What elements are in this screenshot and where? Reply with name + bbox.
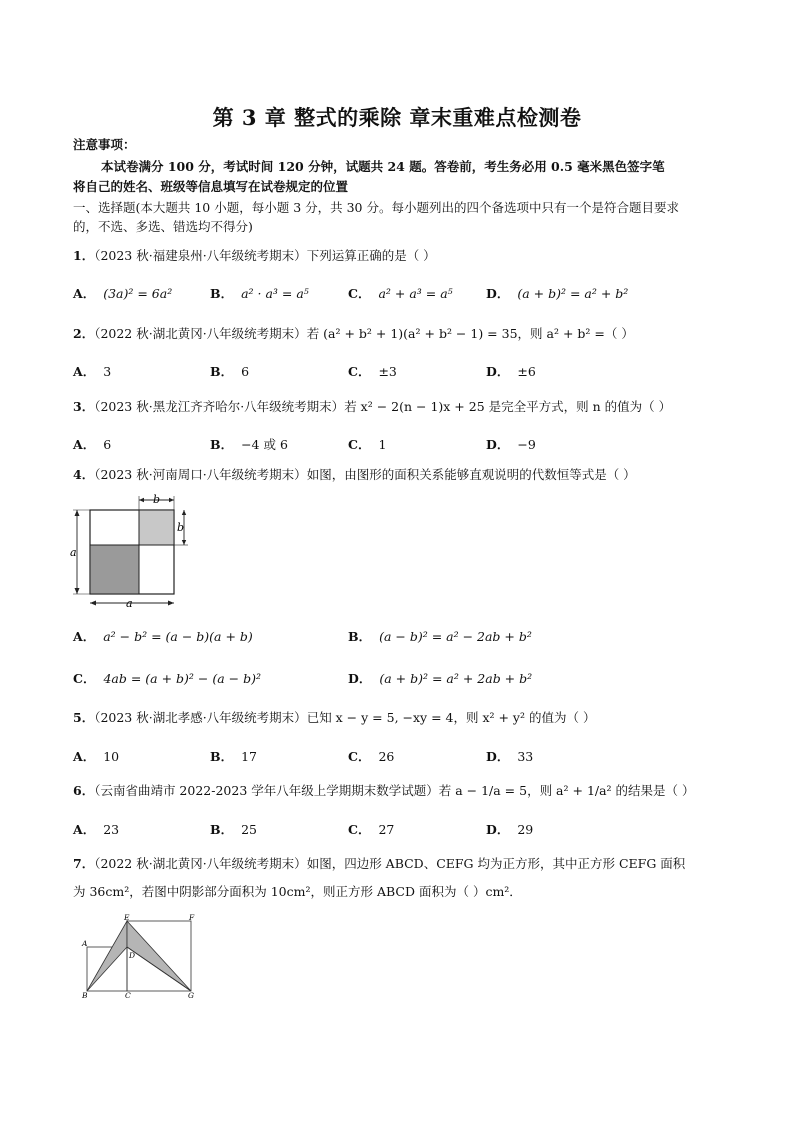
arrow-icon: [182, 510, 186, 515]
option-d[interactable]: D． −9: [486, 437, 536, 452]
section-heading-1: [73, 199, 725, 217]
label-b-top: b: [153, 493, 161, 506]
option-a[interactable]: A． 3: [73, 364, 112, 379]
arrow-icon: [139, 498, 144, 502]
question-stem: 若 (a² + b² + 1)(a² + b² − 1) = 35，则 a² + b² =（ ）: [306, 326, 634, 341]
question-source: （2023 秋·河南周口·八年级统考期末）: [94, 467, 307, 482]
option-a[interactable]: A． a² − b² = (a − b)(a + b): [73, 629, 253, 644]
question-7-line-2: 为 36cm²，若图中阴影部分面积为 10cm²，则正方形 ABCD 面积为（ ）cm²．: [73, 884, 522, 899]
question-number: 5．: [73, 710, 95, 725]
question-1-options: [73, 284, 725, 304]
question-1: [73, 247, 725, 265]
option-d[interactable]: D． 29: [486, 822, 534, 837]
page-title: 第 3 章 整式的乘除 章末重难点检测卷: [212, 105, 582, 130]
option-a[interactable]: A． 6: [73, 437, 112, 452]
arrow-icon: [90, 601, 96, 606]
option-d[interactable]: D． 33: [486, 749, 534, 764]
option-c[interactable]: C． ±3: [348, 364, 397, 379]
section-heading-2: 的，不选、多选、错选均不得分): [73, 219, 253, 234]
question-stem: 已知 x − y = 5, −xy = 4，则 x² + y² 的值为（ ）: [306, 710, 596, 725]
square-area-figure: [68, 490, 198, 610]
question-source: （2022 秋·湖北黄冈·八年级统考期末）: [94, 856, 307, 871]
label-E: E: [124, 914, 130, 922]
question-source: （云南省曲靖市 2022-2023 学年八年级上学期期末数学试题）: [94, 783, 439, 798]
option-a[interactable]: A． 10: [73, 749, 120, 764]
question-3: [73, 398, 725, 416]
question-number: 2．: [73, 326, 95, 341]
question-5-options: [73, 747, 725, 767]
label-a-left: a: [70, 546, 77, 559]
question-number: 4．: [73, 467, 95, 482]
label-a-bottom: a: [126, 597, 133, 610]
arrow-icon: [182, 540, 186, 545]
question-stem: 如图，四边形 ABCD、CEFG 均为正方形，其中正方形 CEFG 面积: [306, 856, 686, 871]
label-b-right: b: [177, 521, 185, 534]
question-stem: 若 x² − 2(n − 1)x + 25 是完全平方式，则 n 的值为（ ）: [344, 399, 672, 414]
question-6-options: [73, 820, 725, 840]
question-number: 3．: [73, 399, 95, 414]
option-d[interactable]: D． (a + b)² = a² + 2ab + b²: [348, 671, 533, 686]
label-D: D: [129, 951, 136, 960]
shaded-triangle-right: [127, 921, 191, 991]
section-heading-text: 一、选择题(本大题共 10 小题，每小题 3 分，共 30 分。每小题列出的四个备选项中只有一个是符合题目要求: [73, 200, 679, 215]
notice-line-1: 本试卷满分 100 分，考试时间 120 分钟，试题共 24 题。答卷前，考生务必用 0.5 毫米黑色签字笔: [101, 159, 665, 174]
option-b[interactable]: B． (a − b)² = a² − 2ab + b²: [348, 629, 532, 644]
option-b[interactable]: B． a² · a³ = a⁵: [210, 286, 309, 301]
option-c[interactable]: C． 1: [348, 437, 387, 452]
arrow-icon: [168, 601, 174, 606]
option-b[interactable]: B． 17: [210, 749, 257, 764]
label-C: C: [125, 991, 131, 1000]
option-c[interactable]: C． 27: [348, 822, 395, 837]
question-stem: 若 a − 1/a = 5，则 a² + 1/a² 的结果是（ ）: [438, 783, 695, 798]
option-d[interactable]: D． (a + b)² = a² + b²: [486, 286, 629, 301]
label-F: F: [189, 914, 195, 922]
question-2-options: [73, 362, 725, 382]
arrow-icon: [75, 510, 80, 516]
question-source: （2022 秋·湖北黄冈·八年级统考期末）: [94, 326, 307, 341]
option-c[interactable]: C． 4ab = (a + b)² − (a − b)²: [73, 671, 261, 686]
option-c[interactable]: C． 26: [348, 749, 395, 764]
question-3-options: [73, 435, 725, 455]
question-4-options-row2: [73, 669, 725, 689]
light-square: [139, 510, 174, 545]
option-d[interactable]: D． ±6: [486, 364, 536, 379]
question-stem: 下列运算正确的是（ ）: [306, 248, 436, 263]
dark-square: [90, 545, 139, 594]
question-source: （2023 秋·湖北孝感·八年级统考期末）: [94, 710, 307, 725]
question-number: 1．: [73, 248, 95, 263]
option-c[interactable]: C． a² + a³ = a⁵: [348, 286, 453, 301]
label-A: A: [82, 939, 88, 948]
squares-shaded-figure: [76, 914, 200, 1002]
question-5: [73, 709, 725, 727]
arrow-icon: [75, 588, 80, 594]
notice-line-2: 将自己的姓名、班级等信息填写在试卷规定的位置: [73, 179, 349, 194]
label-B: B: [82, 991, 88, 1000]
option-b[interactable]: B． 6: [210, 364, 250, 379]
label-G: G: [188, 991, 194, 1000]
question-6: [73, 782, 725, 800]
question-7: [73, 855, 725, 873]
question-number: 6．: [73, 783, 95, 798]
question-4: [73, 466, 725, 484]
arrow-icon: [169, 498, 174, 502]
question-source: （2023 秋·福建泉州·八年级统考期末）: [94, 248, 307, 263]
question-2: [73, 325, 725, 343]
option-b[interactable]: B． −4 或 6: [210, 437, 288, 452]
notice-heading: 注意事项：: [73, 137, 136, 152]
question-stem: 如图，由图形的面积关系能够直观说明的代数恒等式是（ ）: [306, 467, 636, 482]
option-b[interactable]: B． 25: [210, 822, 257, 837]
question-4-options-row1: [73, 627, 725, 647]
question-number: 7．: [73, 856, 95, 871]
option-a[interactable]: A． (3a)² = 6a²: [73, 286, 173, 301]
option-a[interactable]: A． 23: [73, 822, 120, 837]
question-source: （2023 秋·黑龙江齐齐哈尔·八年级统考期末）: [94, 399, 345, 414]
shaded-triangle-left: [87, 921, 127, 991]
